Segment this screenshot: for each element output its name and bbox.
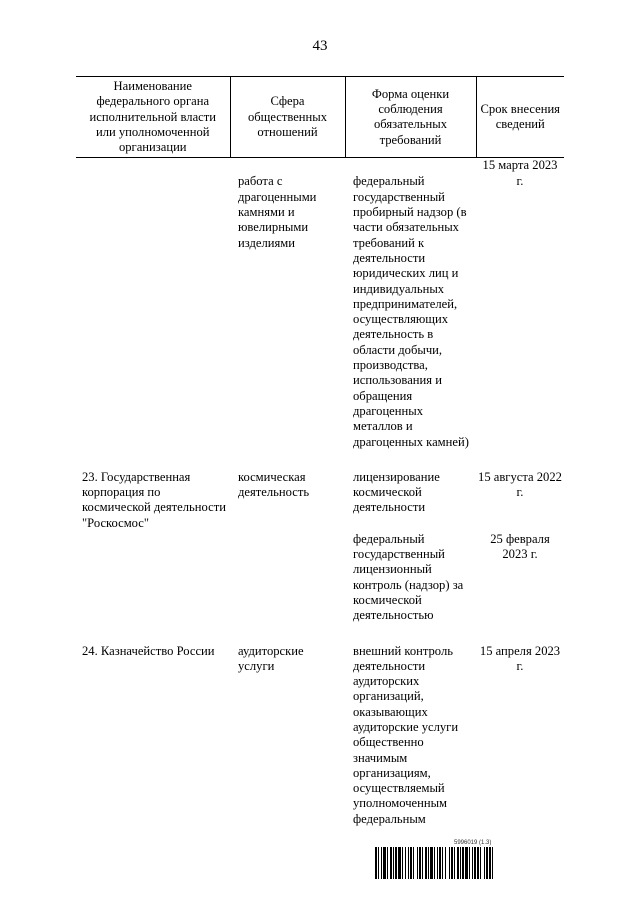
row-deadline: 15 августа 2022 г. [478,469,562,500]
table-row [76,644,564,828]
row-deadline: 25 февраля 2023 г. [490,531,550,562]
row-assessment-form: лицензирование космической деятельности [353,469,440,515]
requirements-table [76,76,564,827]
table-header-row [76,77,564,158]
header-authority: Наименование федерального органа исполнительной власти или уполномоченной организации [76,77,230,158]
header-assessment-form: Форма оценки соблюдения обязательных требований [345,77,476,158]
row-assessment-form: внешний контроль деятельности аудиторских организаций, оказывающих аудиторские услуги общественно значимым организациям, осуществляемый уполномоченным федеральным [353,643,459,826]
barcode [375,847,493,879]
row-deadline: 15 апреля 2023 г. [479,643,561,673]
row-authority [76,158,230,450]
header-deadline: Срок внесения сведений [476,77,564,158]
row-sphere: космическая деятельность [238,469,310,500]
table-row [76,158,564,450]
row-authority: 23. Государственная корпорация по космической деятельности "Роскосмос" [82,469,226,530]
document-serial: 5996019 (1.3) [454,840,492,846]
row-deadline: 15 марта 2023 г. [482,158,558,188]
page-number: 43 [312,38,328,54]
row-sphere: аудиторские услуги [238,643,304,673]
row-sphere: работа с драгоценными камнями и ювелирными изделиями [238,174,317,250]
header-sphere: Сфера общественных отношений [230,77,345,158]
row-assessment-form: федеральный государственный лицензионный контроль (надзор) за космической деятельностью [353,531,464,623]
row-assessment-form: федеральный государственный пробирный надзор (в части обязательных требований к деятельности юридических лиц и индивидуальных предпринимателей, осуществляющих деятельность в области добычи, производства, использования и обращения драгоценных металлов и драгоценных камней) [353,174,469,449]
row-authority: 24. Казначейство России [82,643,215,658]
table-row [76,470,564,516]
